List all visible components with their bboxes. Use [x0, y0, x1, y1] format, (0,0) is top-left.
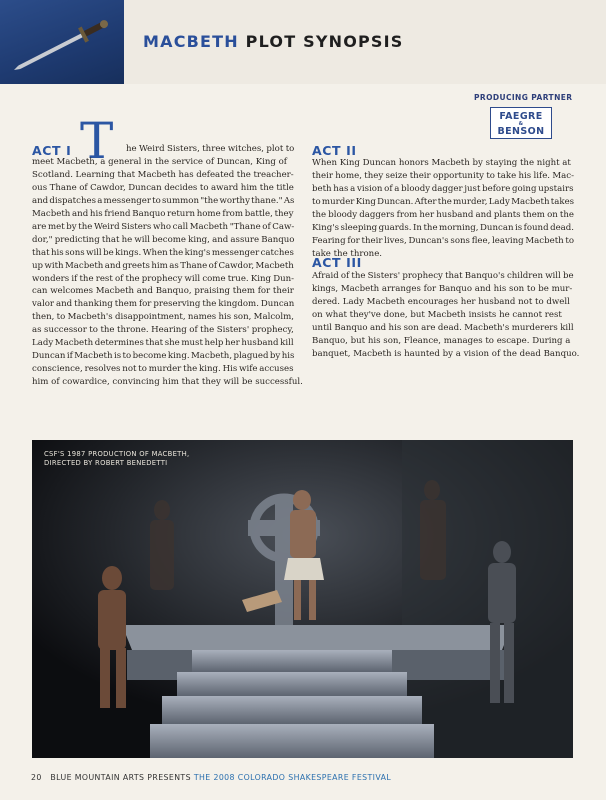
footer — [31, 773, 391, 782]
partner-label: PRODUCING PARTNER — [474, 93, 573, 102]
text-line: him of cowardice, convincing him that they will be successful. — [32, 377, 303, 388]
act1-heading: ACT I — [32, 143, 72, 158]
footer-text: BLUE MOUNTAIN ARTS PRESENTS — [50, 773, 194, 782]
text-line: dered. Lady Macbeth encourages her husband not to dwell — [312, 296, 570, 307]
text-line: up with Macbeth and greets him as Thane of Cawdor, Macbeth — [32, 260, 294, 271]
production-photo — [32, 440, 573, 758]
text-line: meet Macbeth, a general in the service of Duncan, King of — [32, 156, 287, 167]
text-line: the bloody daggers from her husband and plants them on the — [312, 209, 574, 220]
text-line: When King Duncan honors Macbeth by staying the night at — [312, 158, 571, 168]
partner-logo-line1: FAEGRE — [499, 111, 543, 122]
text-line: until Banquo and his son are dead. Macbeth's murderers kill — [312, 322, 574, 333]
text-line: to murder King Duncan. After the murder, Lady Macbeth takes — [312, 196, 575, 207]
text-line: beth has a vision of a bloody dagger just before going upstairs — [312, 183, 574, 194]
photo-caption — [44, 450, 190, 468]
page-title — [143, 32, 404, 51]
text-line: Fearing for their lives, Duncan's sons flee, leaving Macbeth to — [312, 235, 575, 246]
text-line: dor," predicting that he will become king, and assure Banquo — [32, 234, 295, 245]
footer-festival: THE 2008 COLORADO SHAKESPEARE FESTIVAL — [193, 773, 392, 782]
dagger-icon — [8, 10, 118, 80]
act1-dropcap: T — [80, 112, 114, 170]
text-line: that his sons will be kings. When the king's messenger catches — [32, 247, 294, 258]
partner-logo-amp: & — [518, 121, 524, 127]
text-line: Banquo, but his son, Fleance, manages to escape. During a — [312, 335, 571, 346]
text-line: ous Thane of Cawdor, Duncan decides to award him the title — [32, 182, 294, 193]
text-line: King's sleeping guards. In the morning, Duncan is found dead. — [312, 222, 575, 233]
act3-heading: ACT III — [312, 255, 362, 270]
text-line: then, to Macbeth's disappointment, names his son, Malcolm, — [32, 312, 294, 323]
text-line: take the throne. — [312, 248, 383, 259]
text-line: valor and thanking them for preserving the kingdom. Duncan — [32, 299, 295, 310]
header-image-panel — [0, 0, 124, 84]
photo-caption-line2: DIRECTED BY ROBERT BENEDETTI — [44, 459, 168, 467]
title-accent: MACBETH — [143, 32, 239, 51]
stage-scene-image — [32, 440, 573, 758]
text-line: banquet, Macbeth is haunted by a vision of the dead Banquo. — [312, 348, 580, 359]
text-line: on what they've done, but Macbeth insists he cannot rest — [312, 309, 562, 320]
text-line: wonders if the rest of the prophecy will come true. King Dun- — [32, 273, 295, 284]
text-line: he Weird Sisters, three witches, plot to — [126, 144, 295, 154]
partner-logo-line2: BENSON — [497, 126, 545, 137]
text-line: are met by the Weird Sisters who call Macbeth "Thane of Caw- — [32, 221, 295, 232]
text-line: conscience, resolves not to murder the king. His wife accuses — [32, 364, 294, 375]
text-line: and dispatches a messenger to summon "the worthy thane." As — [32, 195, 295, 206]
page-number: 20 — [31, 773, 42, 782]
text-line: can welcomes Macbeth and Banquo, praising them for their — [32, 286, 294, 297]
text-line: Afraid of the Sisters' prophecy that Banquo's children will be — [312, 271, 574, 281]
text-line: Lady Macbeth determines that she must help her husband kill — [32, 338, 294, 349]
act2-heading: ACT II — [312, 143, 357, 158]
title-rest: PLOT SYNOPSIS — [238, 32, 404, 51]
text-line: as successor to the throne. Hearing of the Sisters' prophecy, — [32, 325, 294, 336]
text-line: their home, they seize their opportunity to take his life. Mac- — [312, 170, 575, 181]
text-line: kings, Macbeth arranges for Banquo and his son to be mur- — [312, 283, 573, 294]
text-line: Macbeth and his friend Banquo return home from battle, they — [32, 208, 294, 219]
text-line: Scotland. Learning that Macbeth has defeated the treacher- — [32, 169, 294, 180]
partner-logo — [490, 107, 552, 139]
text-line: Duncan if Macbeth is to become king. Macbeth, plagued by his — [32, 351, 295, 362]
photo-caption-line1: CSF'S 1987 PRODUCTION OF MACBETH, — [44, 450, 190, 458]
